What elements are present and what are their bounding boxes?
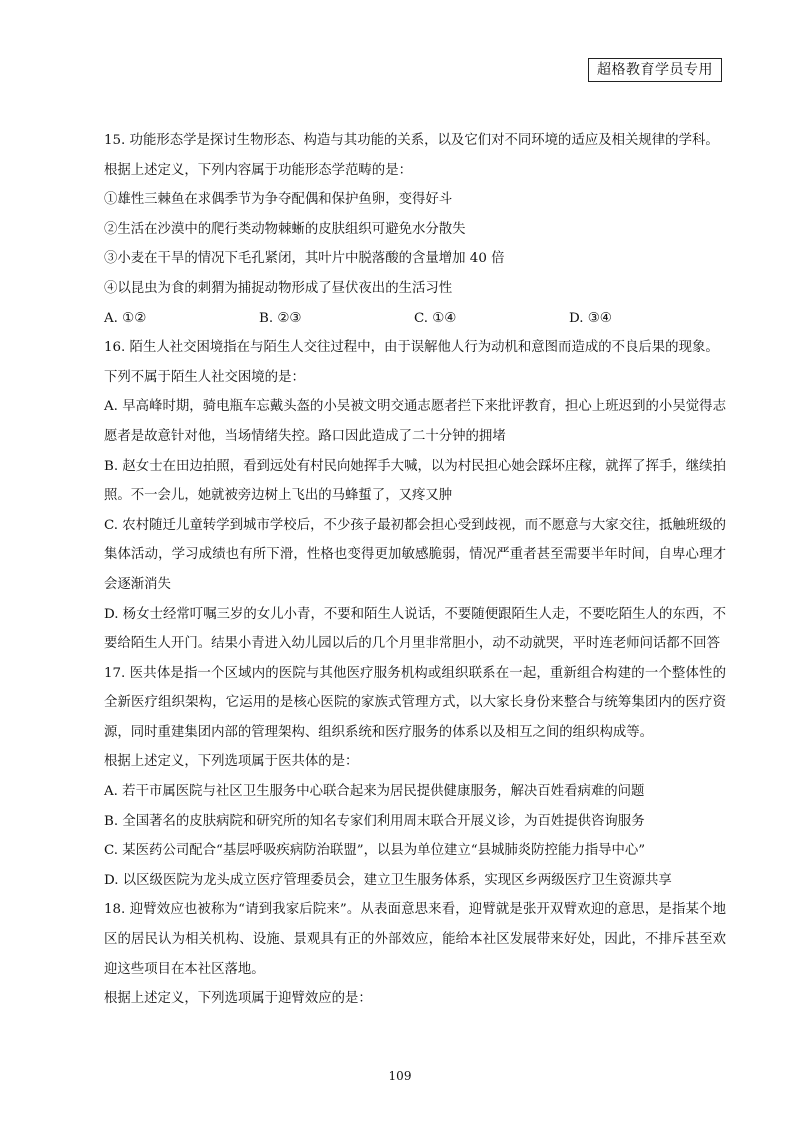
q16-option-b: B. 赵女士在田边拍照，看到远处有村民向她挥手大喊，以为村民担心她会踩坏庄稼，就挥了挥手，继续拍照。不一会儿，她就被旁边树上飞出的马蜂蜇了，又疼又肿 bbox=[104, 458, 726, 504]
student-only-stamp: 超格教育学员专用 bbox=[588, 58, 722, 82]
q15-option-d: D. ③④ bbox=[569, 310, 612, 326]
q15-option-a: A. ①② bbox=[104, 310, 147, 326]
q15-item-1: ①雄性三棘鱼在求偶季节为争夺配偶和保护鱼卵，变得好斗 bbox=[104, 192, 453, 208]
q16-prompt: 下列不属于陌生人社交困境的是： bbox=[104, 369, 305, 385]
q15-option-c: C. ①④ bbox=[414, 310, 457, 326]
q15-item-2: ②生活在沙漠中的爬行类动物棘蜥的皮肤组织可避免水分散失 bbox=[104, 221, 466, 237]
q15-stem: 15. 功能形态学是探讨生物形态、构造与其功能的关系，以及它们对不同环境的适应及相关规律的学科。 bbox=[104, 133, 719, 148]
page-number: 109 bbox=[388, 1069, 412, 1083]
q18-stem: 18. 迎臂效应也被称为“请到我家后院来”。从表面意思来看，迎臂就是张开双臂欢迎的意思，是指某个地区的居民认为相关机构、设施、景观具有正的外部效应，能给本社区发展带来好处，因此，不排斥甚至欢迎这些项目在本社区落地。 bbox=[104, 902, 726, 977]
q15-option-b: B. ②③ bbox=[259, 310, 302, 326]
q16-stem: 16. 陌生人社交困境指在与陌生人交往过程中，由于误解他人行为动机和意图而造成的不良后果的现象。 bbox=[104, 340, 719, 356]
q17-option-c: C. 某医药公司配合“基层呼吸疾病防治联盟”，以县为单位建立“县城肺炎防控能力指导中心” bbox=[104, 843, 646, 859]
q16-option-a: A. 早高峰时期，骑电瓶车忘戴头盔的小吴被文明交通志愿者拦下来批评教育，担心上班迟到的小吴觉得志愿者是故意针对他，当场情绪失控。路口因此造成了二十分钟的拥堵 bbox=[104, 399, 726, 444]
q16-option-d: D. 杨女士经常叮嘱三岁的女儿小青，不要和陌生人说话，不要随便跟陌生人走，不要吃陌生人的东西，不要给陌生人开门。结果小青进入幼儿园以后的几个月里非常胆小，动不动就哭，平时连老师问话都不回答 bbox=[104, 606, 726, 652]
q15-prompt: 根据上述定义，下列内容属于功能形态学范畴的是： bbox=[104, 162, 412, 178]
q15-options bbox=[104, 304, 726, 334]
q18-prompt: 根据上述定义，下列选项属于迎臂效应的是： bbox=[104, 991, 372, 1007]
question-content bbox=[104, 126, 726, 1014]
q17-prompt: 根据上述定义，下列选项属于医共体的是： bbox=[104, 754, 359, 770]
q16-option-c: C. 农村随迁儿童转学到城市学校后，不少孩子最初都会担心受到歧视，而不愿意与大家交往，抵触班级的集体活动，学习成绩也有所下滑，性格也变得更加敏感脆弱，情况严重者甚至需要半年时间，自卑心理才会逐渐消失 bbox=[104, 517, 726, 592]
q17-stem: 17. 医共体是指一个区域内的医院与其他医疗服务机构或组织联系在一起，重新组合构建的一个整体性的全新医疗组织架构，它运用的是核心医院的家族式管理方式，以大家长身份来整合与统筹集团内的医疗资源，同时重建集团内部的管理架构、组织系统和医疗服务的体系以及相互之间的组织构成等。 bbox=[104, 665, 726, 740]
q15-item-4: ④以昆虫为食的刺猬为捕捉动物形成了昼伏夜出的生活习性 bbox=[104, 280, 453, 296]
q17-option-b: B. 全国著名的皮肤病院和研究所的知名专家们利用周末联合开展义诊，为百姓提供咨询服务 bbox=[104, 813, 645, 829]
q17-option-a: A. 若干市属医院与社区卫生服务中心联合起来为居民提供健康服务，解决百姓看病难的问题 bbox=[104, 784, 645, 800]
q17-option-d: D. 以区级医院为龙头成立医疗管理委员会，建立卫生服务体系，实现区乡两级医疗卫生资源共享 bbox=[104, 872, 672, 888]
q15-item-3: ③小麦在干旱的情况下毛孔紧闭，其叶片中脱落酸的含量增加 40 倍 bbox=[104, 251, 505, 267]
